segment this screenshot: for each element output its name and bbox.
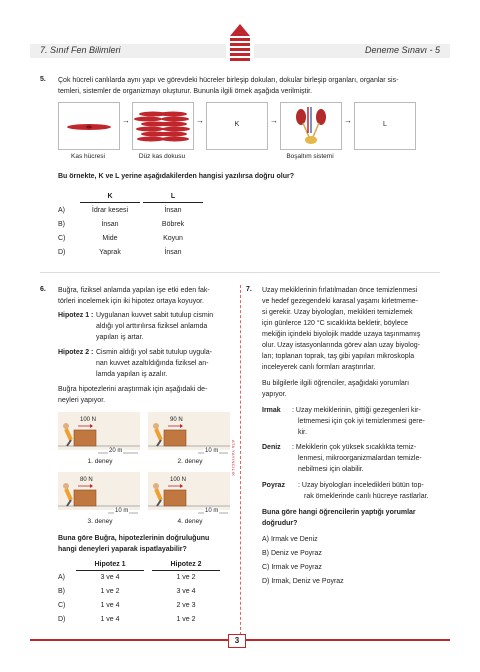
q7-option-d[interactable]: D) Irmak, Deniz ve Poyraz	[262, 578, 344, 585]
q5-option-a-k: İdrar kesesi	[91, 207, 129, 214]
q5-col-k: K	[107, 193, 113, 200]
arrow-2: →	[196, 116, 204, 125]
experiment-2-caption: 2. deney	[177, 458, 203, 465]
q6-mid-2: neyleri yapıyor.	[58, 397, 106, 404]
q5-option-c-letter[interactable]: C)	[58, 235, 66, 242]
experiment-3-distance: 10 m	[115, 508, 129, 514]
q5-col-l: L	[170, 193, 176, 200]
q7-line-5: mekiğin içindeki biyolojik madde uzaya taşınmamış	[262, 331, 421, 338]
q7-line-7: ları; toplanan toprak, taş gibi yapıları mikroskopla	[262, 353, 415, 360]
header-subject: 7. Sınıf Fen Bilimleri	[40, 45, 121, 55]
q5-option-a-l: İnsan	[164, 207, 182, 214]
caption-muscle-cell: Kas hücresi	[71, 153, 105, 160]
q6-option-c-letter[interactable]: C)	[58, 602, 66, 609]
caption-muscle-tissue: Düz kas dokusu	[138, 153, 186, 160]
experiment-2	[148, 412, 230, 456]
experiment-2-distance: 10 m	[205, 448, 219, 454]
q5-number: 5.	[40, 76, 46, 83]
q5-option-d-l: İnsan	[164, 249, 182, 256]
q6-option-d-h2: 1 ve 2	[176, 616, 196, 623]
arrow-3: →	[270, 116, 278, 125]
q6-number: 6.	[40, 286, 46, 293]
arrow-4: →	[344, 116, 352, 125]
student-irmak-line2: letmemesi için çok iyi temizlenmesi gere-	[298, 418, 425, 425]
experiment-3	[58, 472, 140, 516]
student-irmak-line1: : Uzay mekiklerinin, gittiği gezegenleri kir-	[292, 407, 421, 414]
box-l-label: L	[383, 121, 387, 128]
page-number: 3	[228, 634, 246, 648]
q7-line-6: olur. Uzay istasyonlarında görev alan uzay biyolog-	[262, 342, 420, 349]
q6-h1-line1: Uygulanan kuvvet sabit tutulup cismin	[96, 312, 214, 319]
experiment-4-distance: 10 m	[205, 508, 219, 514]
q5-option-d-letter[interactable]: D)	[58, 249, 66, 256]
q6-option-d-h1: 1 ve 4	[100, 616, 120, 623]
q6-mid-1: Buğra hipotezlerini araştırmak için aşağıdaki de-	[58, 386, 208, 393]
q6-option-a-h1: 3 ve 4	[100, 574, 120, 581]
q7-stem-1: Buna göre hangi öğrencilerin yaptığı yorumlar	[262, 509, 416, 516]
q7-mid-2: yapıyor.	[262, 391, 287, 398]
box-smooth-muscle-tissue	[132, 102, 194, 150]
student-deniz-line1: : Mekiklerin çok yüksek sıcaklıkta temiz-	[292, 444, 417, 451]
q7-option-b[interactable]: B) Deniz ve Poyraz	[262, 550, 322, 557]
q6-option-b-letter[interactable]: B)	[58, 588, 65, 595]
q7-line-4: için günlerce 120 °C sıcaklıkta bekletir, böylece	[262, 320, 408, 327]
column-divider	[240, 285, 241, 645]
q7-option-c[interactable]: C) Irmak ve Poyraz	[262, 564, 322, 571]
experiment-3-force: 80 N	[80, 477, 93, 483]
q6-stem-2: hangi deneyleri yaparak ispatlayabilir?	[58, 546, 187, 553]
box-k-label: K	[234, 121, 240, 128]
q6-h1-line3: yapılan iş artar.	[96, 334, 144, 341]
q6-h1-line2: aldığı yol arttırılırsa fiziksel anlamda	[96, 323, 208, 330]
experiment-3-caption: 3. deney	[87, 518, 113, 525]
q6-option-b-h1: 1 ve 2	[100, 588, 120, 595]
q6-option-d-letter[interactable]: D)	[58, 616, 66, 623]
experiment-4-force: 100 N	[170, 477, 187, 483]
student-poyraz-name: Poyraz	[262, 482, 285, 489]
q5-option-b-l: Böbrek	[161, 221, 185, 228]
muscle-tissue-illustration	[133, 103, 193, 149]
q5-option-c-k: Mide	[102, 235, 118, 242]
q5-col-l-rule	[143, 202, 203, 203]
q5-text-line1: Çok hücreli canlılarda aynı yapı ve görevdeki hücreler birleşip dokuları, dokular birleşip organları, organlar sis-	[58, 77, 399, 84]
experiment-1-drawing	[58, 412, 140, 456]
excretory-system-illustration	[281, 103, 341, 149]
q6-option-b-h2: 3 ve 4	[176, 588, 196, 595]
student-deniz-name: Deniz	[262, 444, 281, 451]
q7-line-8: inceleyerek canlı formları araştırırlar.	[262, 364, 376, 371]
student-irmak-line3: kir.	[298, 429, 307, 436]
q6-h2-line1: Cismin aldığı yol sabit tutulup uygula-	[96, 349, 212, 356]
experiment-1	[58, 412, 140, 456]
student-poyraz-line2: rak örneklerinde canlı hücreye rastlarlar.	[304, 493, 429, 500]
q6-h1-label: Hipotez 1 :	[58, 312, 94, 319]
q7-line-3: si gerekir. Uzay biyologları, mekikleri temizlemek	[262, 309, 413, 316]
student-deniz-line2: lenmesi, mikroorganizmalardan temizle-	[298, 455, 422, 462]
q5-text-line2: temleri, sistemler de organizmayı oluşturur. Bununla ilgili örnek aşağıda verilmiştir.	[58, 88, 313, 95]
q5-option-d-k: Yaprak	[99, 249, 121, 256]
q6-h2-line3: lamda yapılan iş azalır.	[96, 371, 168, 378]
experiment-4	[148, 472, 230, 516]
q7-stem-2: doğrudur?	[262, 520, 298, 527]
experiment-4-caption: 4. deney	[177, 518, 203, 525]
q6-col-hipotez1: Hipotez 1	[94, 561, 126, 568]
publisher-logo	[226, 22, 254, 62]
q5-option-b-letter[interactable]: B)	[58, 221, 65, 228]
student-deniz-line3: nebilmesi için olabilir.	[298, 466, 364, 473]
q5-stem: Bu örnekte, K ve L yerine aşağıdakilerden hangisi yazılırsa doğru olur?	[58, 173, 294, 180]
q7-line-2: ve hedef gezegendeki karasal yaşamı kirletmeme-	[262, 298, 419, 305]
experiment-1-distance: 20 m	[109, 448, 123, 454]
section-divider	[40, 272, 440, 273]
q7-option-a[interactable]: A) Irmak ve Deniz	[262, 536, 318, 543]
experiment-1-force: 100 N	[80, 417, 97, 423]
q6-h2-line2: nan kuvvet azaltıldığında fiziksel an-	[96, 360, 209, 367]
student-poyraz-line1: : Uzay biyologları inceledikleri bütün top-	[298, 482, 424, 489]
box-k	[206, 102, 268, 150]
q6-option-c-h2: 2 ve 3	[176, 602, 196, 609]
q6-option-a-h2: 1 ve 2	[176, 574, 196, 581]
q6-intro-1: Buğra, fiziksel anlamda yapılan işe etki eden fak-	[58, 287, 210, 294]
q7-line-1: Uzay mekiklerinin fırlatılmadan önce temizlenmesi	[262, 287, 418, 294]
q6-option-a-letter[interactable]: A)	[58, 574, 65, 581]
box-excretory-system	[280, 102, 342, 150]
q6-col1-rule	[76, 570, 144, 571]
q7-number: 7.	[246, 286, 252, 293]
q6-intro-2: törleri incelemek için iki hipotez ortaya koyuyor.	[58, 298, 204, 305]
header-exam-title: Deneme Sınavı - 5	[364, 45, 440, 55]
muscle-cell-illustration	[59, 103, 119, 149]
box-l	[354, 102, 416, 150]
q6-h2-label: Hipotez 2 :	[58, 349, 94, 356]
q6-col2-rule	[152, 570, 220, 571]
q6-col-hipotez2: Hipotez 2	[170, 561, 202, 568]
experiment-2-force: 90 N	[170, 417, 183, 423]
student-irmak-name: Irmak	[262, 407, 281, 414]
q5-col-k-rule	[80, 202, 140, 203]
q5-option-a-letter[interactable]: A)	[58, 207, 65, 214]
arrow-1: →	[122, 116, 130, 125]
experiment-1-caption: 1. deney	[87, 458, 113, 465]
q6-option-c-h1: 1 ve 4	[100, 602, 120, 609]
q5-option-c-l: Koyun	[163, 235, 183, 242]
q6-stem-1: Buna göre Buğra, hipotezlerinin doğruluğunu	[58, 535, 210, 542]
q7-mid-1: Bu bilgilerle ilgili öğrenciler, aşağıdaki yorumları	[262, 380, 410, 387]
publisher-side-text: ATA YAYINCILIK	[231, 440, 236, 477]
box-muscle-cell	[58, 102, 120, 150]
q5-option-b-k: İnsan	[101, 221, 119, 228]
caption-excretory-system: Boşaltım sistemi	[286, 153, 334, 160]
